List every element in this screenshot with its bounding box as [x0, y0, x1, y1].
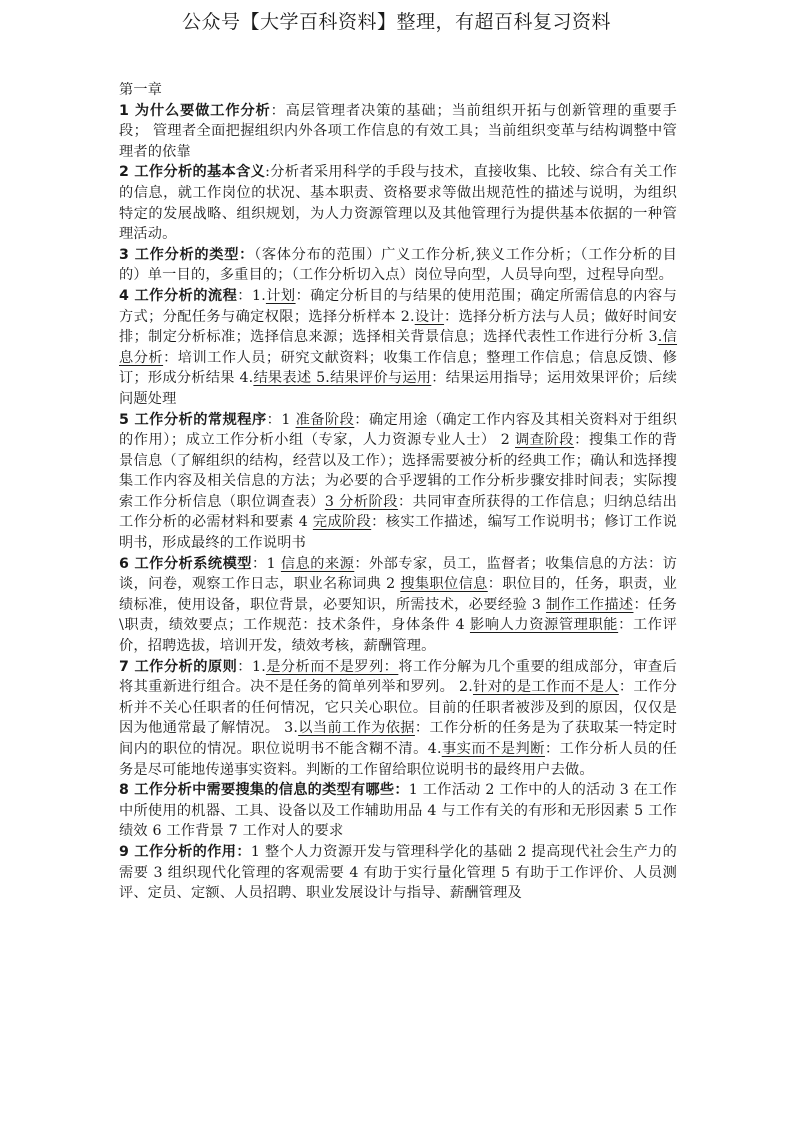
- body-text: ：外部专家，员工，监督者；收集信息的方法：访谈，问卷，观察工作日志，职业名称词典 2: [119, 555, 678, 593]
- body-text: ：任务\职责，绩效要点；工作规范：技术条件，身体条件 4: [119, 596, 678, 634]
- underlined-term: 完成阶段: [312, 514, 372, 531]
- underlined-term: 制作工作描述: [546, 596, 634, 613]
- underlined-term: 调查阶段: [515, 432, 575, 449]
- section-paragraph-3: [119, 245, 677, 286]
- section-heading: 6 工作分析系统模型: [119, 555, 252, 572]
- underlined-term: 搜集职位信息: [400, 576, 488, 593]
- section-paragraph-4: [119, 286, 677, 410]
- underlined-term: 是分析而不是罗列：: [265, 658, 399, 675]
- underlined-term: 3 分析阶段: [324, 493, 398, 510]
- section-paragraph-1: [119, 101, 677, 163]
- body-text: 将工作分解为几个重要的组成部分，审查后将其重新进行组合。决不是任务的简单列举和罗列。 2.: [119, 658, 677, 696]
- body-text: ：确定分析目的与结果的使用范围；确定所需信息的内容与方式；分配任务与确定权限；选择分析样本 2.: [119, 287, 678, 325]
- body-text: ：培训工作人员；研究文献资料；收集工作信息；整理工作信息；信息反馈、修订；形成分析结果 4.: [119, 349, 677, 387]
- section-list: [119, 101, 677, 904]
- section-paragraph-8: [119, 780, 677, 842]
- underlined-term: 计划: [265, 287, 296, 304]
- section-heading: 7 工作分析的原则: [119, 658, 238, 675]
- body-text: ：1.: [237, 287, 266, 304]
- section-heading: 4 工作分析的流程: [119, 287, 238, 304]
- body-text: :分析者采用科学的手段与技术，直接收集、比较、综合有关工作的信息，就工作岗位的状况、基本职责、资格要求等做出规范性的描述与说明，为组织特定的发展战略、组织规划，为人力资源管理以及其他管理行为提供基本依据的一种管理活动。: [119, 164, 677, 243]
- underlined-term: 以当前工作为依据: [298, 720, 415, 737]
- section-paragraph-9: [119, 842, 677, 904]
- body-text: ：工作评价，招聘选拔，培训开发，绩效考核，薪酬管理。: [119, 617, 677, 655]
- section-paragraph-5: [119, 410, 677, 554]
- body-text: ：工作分析并不关心任职者的任何情况，它只关心职位。目前的任职者被涉及到的原因，仅仅是因为他通常最了解情况。 3.: [119, 679, 677, 737]
- section-heading: 1 为什么要做工作分析: [119, 102, 271, 119]
- body-text: 1 工作活动 2 工作中的人的活动 3 在工作中所使用的机器、工具、设备以及工作辅助用品 4 与工作有关的有形和无形因素 5 工作绩效 6 工作背景 7 工作对人的要求: [119, 782, 677, 840]
- body-text: ：高层管理者决策的基础；当前组织开拓与创新管理的重要手段； 管理者全面把握组织内外各项工作信息的有效工具；当前组织变革与结构调整中管理者的依靠: [119, 102, 678, 160]
- underlined-term: 针对的是工作而不是人: [472, 679, 619, 696]
- body-text: ：工作分析人员的任务是尽可能地传递事实资料。判断的工作留给职位说明书的最终用户去做。: [119, 741, 677, 778]
- section-heading: 2 工作分析的基本含义: [119, 164, 266, 181]
- underlined-term: 准备阶段: [295, 411, 355, 428]
- body-text: ：1: [266, 411, 296, 428]
- underlined-term: .信息分析: [119, 329, 678, 366]
- underlined-term: 信息的来源: [280, 555, 355, 572]
- body-text: ：1: [251, 555, 281, 572]
- section-heading: 3 工作分析的类型：: [119, 246, 255, 263]
- chapter-title: 第一章: [119, 82, 163, 98]
- section-heading: 9 工作分析的作用：: [119, 843, 251, 860]
- section-paragraph-7: [119, 657, 677, 781]
- body-text: ：选择分析方法与人员；做好时间安排；制定分析标准；选择信息来源；选择相关背景信息；选择代表性工作进行分析 3: [119, 308, 677, 346]
- section-paragraph-6: [119, 554, 677, 657]
- body-text: ：职位目的，任务，职责，业绩标准，使用设备，职位背景，必要知识，所需技术，必要经验 3: [119, 576, 677, 613]
- body-text: 1 整个人力资源开发与管理科学化的基础 2 提高现代社会生产力的需要 3 组织现代化管理的客观需要 4 有助于实行量化管理 5 有助于工作评价、人员测评、定员、定额、人员招聘、职业发展设计与指导、薪酬管理及: [119, 843, 678, 902]
- body-text: ：核实工作描述，编写工作说明书；修订工作说明书，形成最终的工作说明书: [119, 514, 677, 552]
- body-text: （客体分布的范围）广义工作分析,狭义工作分析；（工作分析的目的）单一目的，多重目的；（工作分析切入点）岗位导向型，人员导向型，过程导向型。: [119, 246, 678, 284]
- body-text: ：工作分析的任务是为了获取某一特定时间内的职位的情况。职位说明书不能含糊不清。4.: [119, 720, 677, 757]
- underlined-term: 设计: [414, 308, 445, 325]
- underlined-term: 结果表述 5.结果评价与运用: [253, 370, 432, 387]
- body-text: ：1.: [237, 658, 266, 675]
- section-heading: 5 工作分析的常规程序: [119, 411, 267, 428]
- underlined-term: 影响人力资源管理职能: [469, 617, 619, 634]
- underlined-term: 事实而不是判断: [441, 741, 545, 757]
- document-body: [119, 80, 677, 904]
- section-paragraph-2: [119, 162, 677, 244]
- body-text: ：确定用途（确定工作内容及其相关资料对于组织的作用）；成立工作分析小组（专家，人力资源专业人士） 2: [119, 411, 677, 449]
- body-text: ：结果运用指导；运用效果评价；后续问题处理: [119, 370, 678, 407]
- section-heading: 8 工作分析中需要搜集的信息的类型有哪些：: [119, 782, 409, 799]
- body-text: ：共同审查所获得的工作信息；归纳总结出工作分析的必需材料和要素 4: [119, 493, 677, 531]
- body-text: ：搜集工作的背景信息（了解组织的结构，经营以及工作）；选择需要被分析的经典工作；确认和选择搜集工作内容及相关信息的方法；为必要的合乎逻辑的工作分析步骤安排时间表；实际搜索工作分析信息（职位调查表）: [119, 432, 678, 510]
- page-header: 公众号【大学百科资料】整理，有超百科复习资料: [181, 11, 611, 33]
